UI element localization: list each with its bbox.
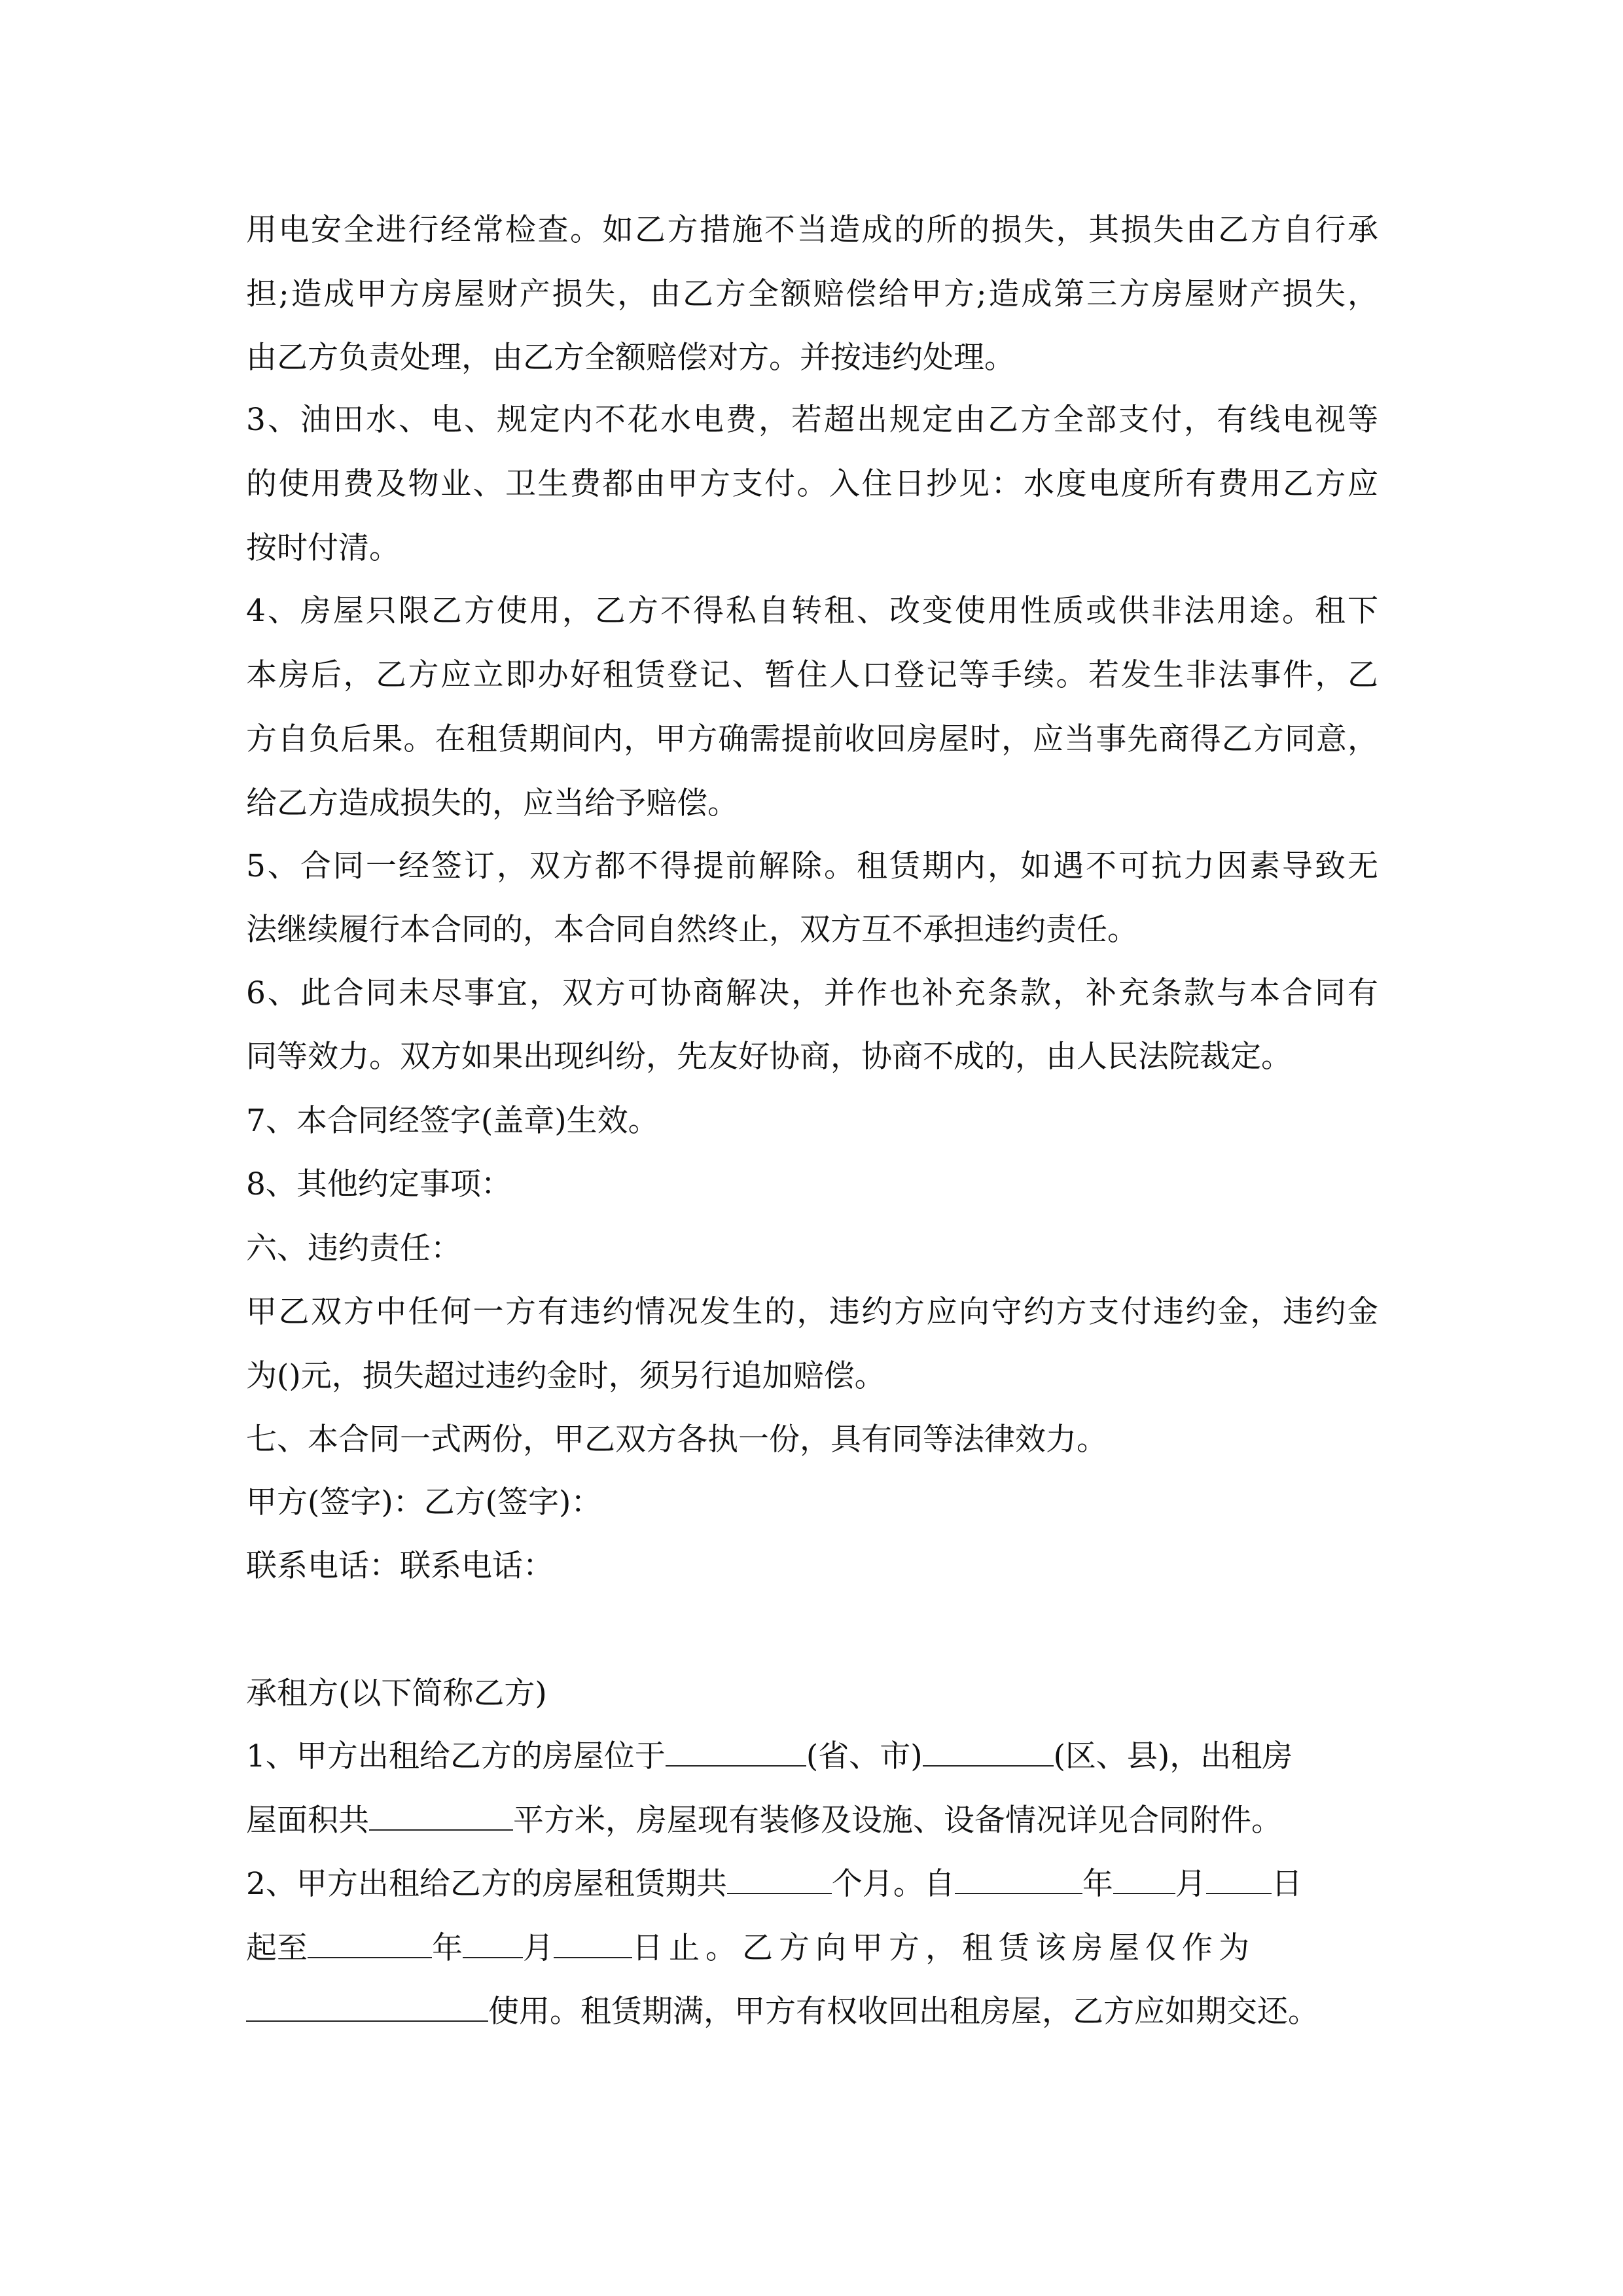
blank-field [955,1864,1082,1894]
clause-6-line: 6、此合同未尽事宜，双方可协商解决，并作也补充条款，补充条款与本合同有 [246,975,1378,1011]
section-heading: 七、本合同一式两份，甲乙双方各执一份，具有同等法律效力。 [246,1422,1107,1458]
clause-8-line: 8、其他约定事项： [246,1166,512,1202]
form-text: (区、县)，出租房 [1053,1738,1293,1774]
form-text: 屋面积共 [246,1803,369,1839]
blank-field [666,1736,806,1767]
form-text: 使用。租赁期满，甲方有权收回出租房屋，乙方应如期交还。 [488,1994,1319,2030]
clause-5-line: 法继续履行本合同的，本合同自然终止，双方互不承担违约责任。 [246,912,1138,948]
form-text: 日止。乙方向甲方，租赁该房屋仅作为 [632,1930,1255,1966]
blank-field [369,1801,513,1831]
clause-4-line: 4、房屋只限乙方使用，乙方不得私自转租、改变使用性质或供非法用途。租下 [246,593,1378,629]
penalty-line: 为()元，损失超过违约金时，须另行追加赔偿。 [246,1358,885,1394]
form-line-4 [246,1928,1378,1968]
clause-5-line: 5、合同一经签订，双方都不得提前解除。租赁期内，如遇不可抗力因素导致无 [246,848,1378,884]
form-text: (省、市) [806,1738,923,1774]
tenant-heading: 承租方(以下简称乙方) [246,1676,547,1712]
clause-3-line: 按时付清。 [246,530,400,566]
form-line-1 [246,1736,1378,1776]
blank-field [246,1992,488,2022]
form-text: 个月。自 [831,1866,955,1902]
form-text: 日 [1271,1866,1302,1902]
form-text: 年 [1082,1866,1113,1902]
text-line: 由乙方负责处理，由乙方全额赔偿对方。并按违约处理。 [246,340,1015,376]
penalty-line: 甲乙双方中任何一方有违约情况发生的，违约方应向守约方支付违约金，违约金 [246,1294,1378,1330]
form-text: 起至 [246,1930,308,1966]
contact-line: 联系电话：联系电话： [246,1548,554,1584]
clause-3-line: 的使用费及物业、卫生费都由甲方支付。入住日抄见：水度电度所有费用乙方应 [246,466,1378,502]
form-line-3 [246,1864,1378,1904]
form-text: 平方米，房屋现有装修及设施、设备情况详见合同附件。 [513,1803,1282,1839]
blank-field [1206,1864,1272,1894]
text-line: 用电安全进行经常检查。如乙方措施不当造成的所的损失，其损失由乙方自行承 [246,212,1378,248]
blank-field [463,1928,523,1958]
clause-4-line: 给乙方造成损失的，应当给予赔偿。 [246,785,738,821]
form-line-2 [246,1801,1378,1840]
blank-field [554,1928,632,1958]
blank-field [308,1928,432,1958]
clause-3-line: 3、油田水、电、规定内不花水电费，若超出规定由乙方全部支付，有线电视等 [246,402,1378,438]
form-text: 2、甲方出租给乙方的房屋租赁期共 [246,1866,727,1902]
form-text: 1、甲方出租给乙方的房屋位于 [246,1738,666,1774]
clause-7-line: 7、本合同经签字(盖章)生效。 [246,1103,659,1139]
section-heading: 六、违约责任： [246,1230,461,1266]
form-text: 年 [432,1930,463,1966]
blank-field [1113,1864,1175,1894]
signature-line: 甲方(签字)：乙方(签字)： [246,1484,602,1520]
clause-6-line: 同等效力。双方如果出现纠纷，先友好协商，协商不成的，由人民法院裁定。 [246,1039,1292,1075]
form-line-5 [246,1992,1378,2032]
form-text: 月 [523,1930,554,1966]
blank-field [923,1736,1054,1767]
blank-field [727,1864,832,1894]
form-text: 月 [1175,1866,1206,1902]
clause-4-line: 本房后，乙方应立即办好租赁登记、暂住人口登记等手续。若发生非法事件，乙 [246,657,1378,693]
text-line: 担;造成甲方房屋财产损失，由乙方全额赔偿给甲方;造成第三方房屋财产损失， [246,276,1378,312]
clause-4-line: 方自负后果。在租赁期间内，甲方确需提前收回房屋时，应当事先商得乙方同意， [246,721,1378,757]
